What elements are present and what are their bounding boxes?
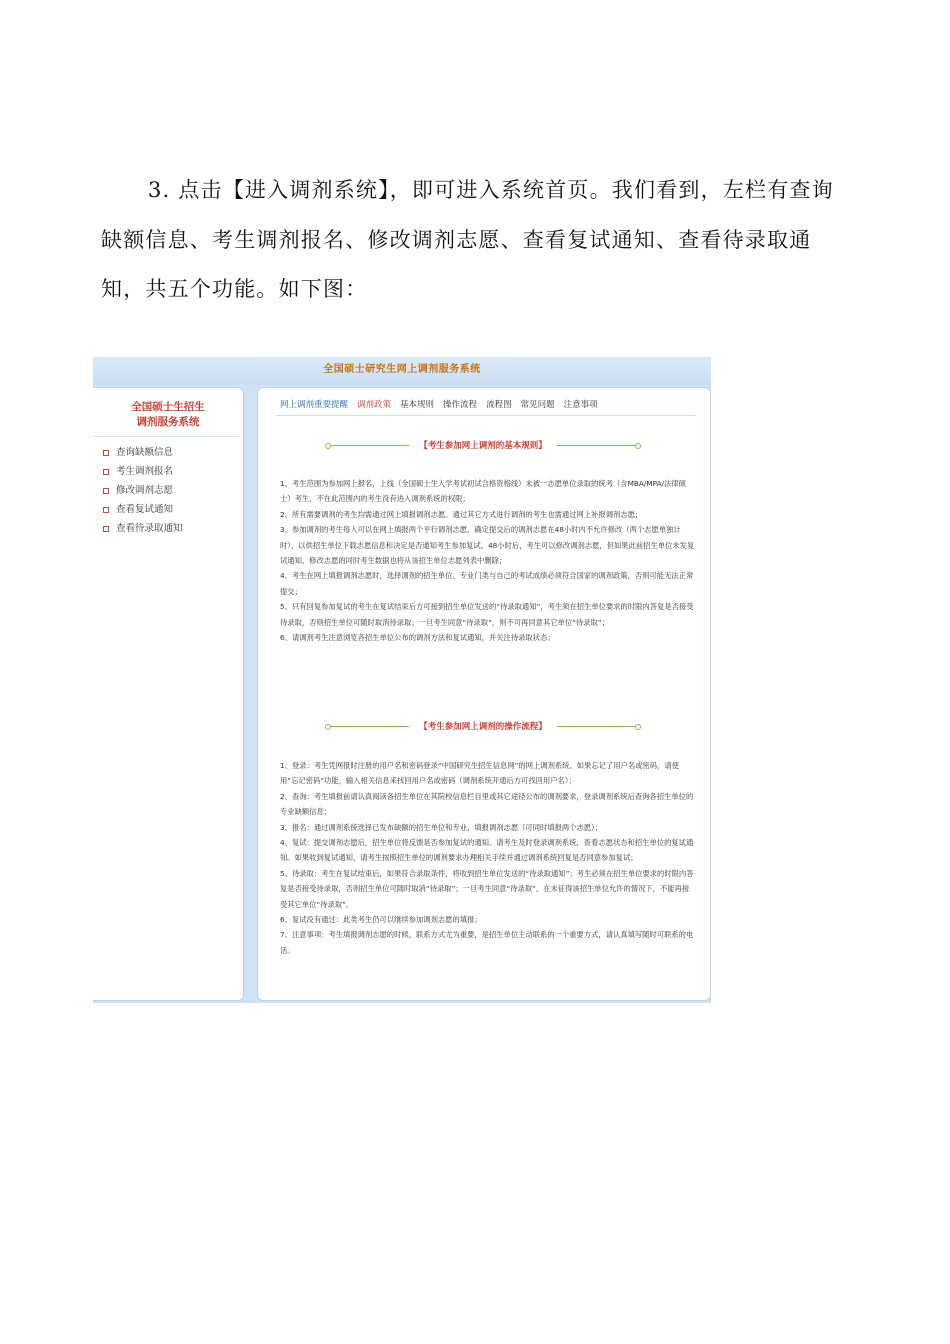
system-header-title: 全国硕士研究生网上调剂服务系统 [93,357,711,385]
square-bullet-icon [103,507,109,513]
section-title-process [328,719,638,733]
list-item: 3、报名：通过调剂系统选择已发布缺额的招生单位和专业，填报调剂志愿（可同时填报两个志愿）； [280,822,603,832]
section-title-text: 【考生参加网上调剂的操作流程】 [419,722,547,732]
tab-faq[interactable]: 常见问题 [520,400,555,410]
sidebar-item-label: 查看待录取通知 [116,523,183,534]
sidebar-title [93,400,243,430]
list-item: 4、考生在网上填报调剂志愿时，选择调剂的招生单位、专业门类与自己的考试成绩必须符合国家的调剂政策，否则可能无法正常提交； [280,571,694,596]
list-item: 1、登录：考生凭网报时注册的用户名和密码登录“中国研究生招生信息网”的网上调剂系统。如果忘记了用户名或密码，请使用“忘记密码”功能，输入相关信息来找回用户名或密码（调剂系统开通后方可找回用户名）； [280,761,679,786]
tab-bar [280,398,598,410]
system-screenshot [93,357,711,1003]
divider-line [557,445,638,446]
section-title-rules [328,438,638,452]
sidebar-menu [93,443,243,538]
rules-list [280,476,696,645]
list-item: 6、复试没有通过：此类考生仍可以继续参加调剂志愿的填报； [280,915,482,925]
tab-notes[interactable]: 注意事项 [563,400,598,410]
process-list [280,758,696,958]
square-bullet-icon [103,450,109,456]
list-item: 2、查询：考生填报前请认真阅读各招生单位在其院校信息栏目里或其它途径公布的调剂要求，登录调剂系统后查询各招生单位的专业缺额信息； [280,791,694,817]
sidebar-item-apply[interactable] [103,462,243,481]
tab-basic-rules[interactable]: 基本规则 [400,400,435,410]
square-bullet-icon [103,469,109,475]
section-title-text: 【考生参加网上调剂的基本规则】 [419,441,547,451]
sidebar-item-admission-notice[interactable] [103,519,243,538]
sidebar-item-label: 考生调剂报名 [116,466,174,477]
list-item: 1、考生范围为参加网上报名，上线（全国硕士生入学考试初试合格资格线）未被一志愿单位录取的统考（含MBA/MPA/法律硕士）考生，不在此范围内的考生没有进入调剂系统的权限； [280,479,686,504]
list-item: 5、待录取：考生在复试结束后，如果符合录取条件，将收到招生单位发送的“待录取通知”；考生必须在招生单位要求的时限内答复是否接受待录取，否则招生单位可随时取消“待录取”；一旦考生同意“待录取”，在未征得该招生单位允许的情况下，不能再接受其它单位“待录取”。 [280,868,694,909]
list-item: 2、所有需要调剂的考生均需通过网上填报调剂志愿。通过其它方式进行调剂的考生也需通过网上补报调剂志愿； [280,509,643,519]
list-item: 3、参加调剂的考生每人可以在网上填报两个平行调剂志愿，确定提交后的调剂志愿在48小时内不允许修改（两个志愿单独计时），以供招生单位下载志愿信息和决定是否通知考生参加复试。48小时后，考生可以修改调剂志愿，但如果此前招生单位未发复试通知，修改志愿的同时考生数据也将从该招生单位志愿列表中删除； [280,525,695,566]
tab-important-reminder[interactable]: 网上调剂重要提醒 [280,400,349,410]
sidebar-item-label: 查看复试通知 [116,504,174,515]
tab-flowchart[interactable]: 流程图 [486,400,512,410]
sidebar-item-modify[interactable] [103,481,243,500]
tab-underline [276,415,696,416]
list-item: 6、请调剂考生注意浏览各招生单位公布的调剂方法和复试通知，并关注待录取状态； [280,633,555,643]
square-bullet-icon [103,488,109,494]
intro-paragraph [101,166,853,315]
square-bullet-icon [103,526,109,532]
list-item: 7、注意事项：考生填报调剂志愿的时候，联系方式尤为重要，是招生单位主动联系的一个重要方式，请认真填写随时可联系的电话。 [280,930,694,955]
divider-line [557,726,638,727]
intro-text: 3. 点击【进入调剂系统】，即可进入系统首页。我们看到，左栏有查询缺额信息、考生调剂报名、修改调剂志愿、查看复试通知、查看待录取通知，共五个功能。如下图： [101,178,834,301]
divider-line [328,726,409,727]
sidebar-title-line2: 调剂服务系统 [136,416,200,428]
tab-process[interactable]: 操作流程 [443,400,478,410]
tab-policy[interactable]: 调剂政策 [357,400,392,410]
left-sidebar [93,387,244,1001]
divider-line [328,445,409,446]
sidebar-divider [93,436,239,437]
sidebar-item-label: 修改调剂志愿 [116,485,174,496]
sidebar-item-label: 查询缺额信息 [116,447,174,458]
sidebar-item-retest-notice[interactable] [103,500,243,519]
list-item: 4、复试：提交调剂志愿后，招生单位将反馈是否参加复试的通知。请考生及时登录调剂系统，查看志愿状态和招生单位的复试通知。如果收到复试通知，请考生按照招生单位的调剂要求办理相关手续并通过调剂系统回复是否同意参加复试； [280,838,694,863]
sidebar-item-query-vacancy[interactable] [103,443,243,462]
main-content-panel [257,387,711,1001]
list-item: 5、只有回复参加复试的考生在复试结束后方可接到招生单位发送的“待录取通知”，考生须在招生单位要求的时限内答复是否接受待录取，否则招生单位可随时取消待录取；一旦考生同意“待录取”，则不可再同意其它单位“待录取”； [280,602,694,627]
sidebar-title-line1: 全国硕士生招生 [131,401,205,413]
